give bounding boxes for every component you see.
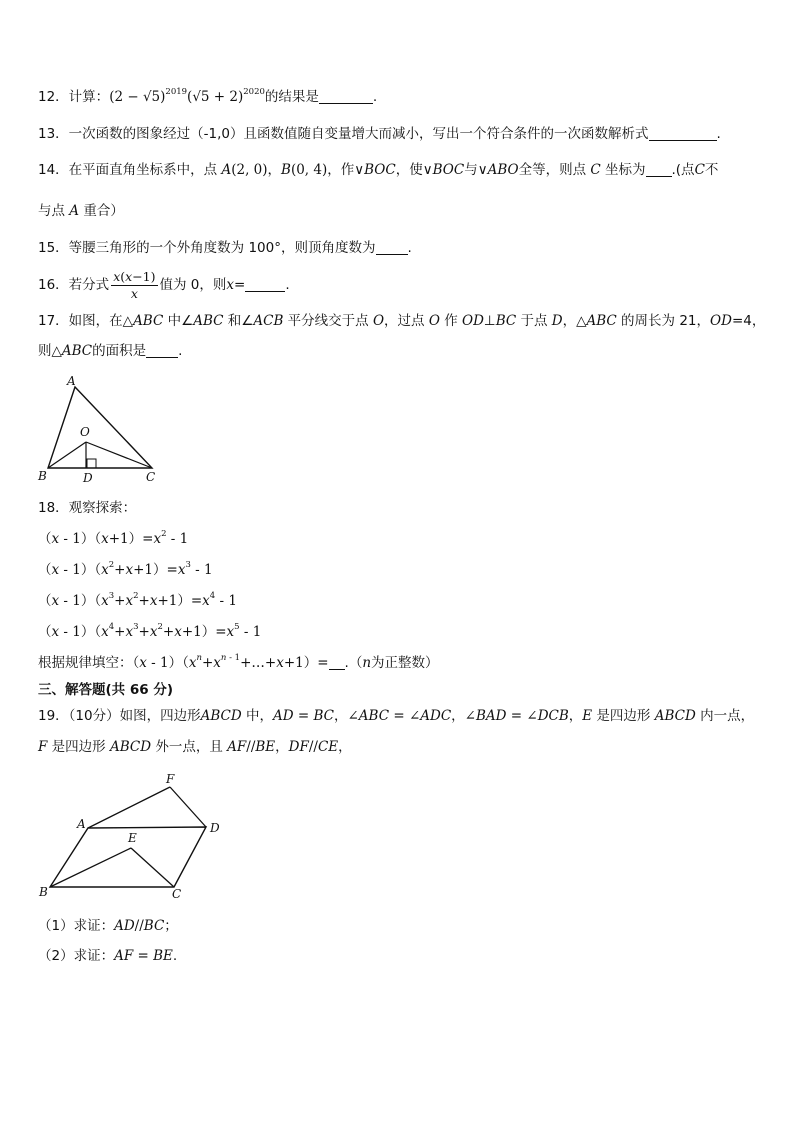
label-C: C (146, 470, 156, 484)
answer-blank[interactable] (649, 126, 717, 141)
formula-4: $(x - 1)(x^4+x^3+x^2+x+1)=x^5 - 1$ (38, 622, 262, 640)
answer-blank[interactable] (329, 655, 345, 670)
label-C: C (172, 887, 182, 900)
question-14-cont: 与点 A 重合） (38, 203, 124, 219)
label-F: F (166, 772, 175, 786)
fraction: $\frac{x(x-1)}{x}$ (113, 268, 156, 301)
q12-label: 12．计算： (38, 89, 110, 105)
answer-blank[interactable] (319, 89, 373, 104)
question-17: 17．如图，在△ABC 中∠ABC 和∠ACB 平分线交于点 O，过点 O 作 OD⊥BC 于点 D，△ABC 的周长为 21，OD=4， (38, 313, 766, 329)
figure-19-quadrilateral (34, 770, 234, 900)
question-18: 18．观察探索： (38, 500, 137, 516)
label-B: B (39, 885, 48, 899)
question-12: 12．计算：$(2 - √5)^{2019}(√5 + 2)^{2020}$的结果是 . (38, 87, 378, 105)
label-B: B (38, 469, 47, 483)
question-19-cont: F 是四边形 ABCD 外一点，且 AF//BE，DF//CE， (38, 739, 352, 755)
question-18-fill: 根据规律填空：$(x - 1)(x^n+x^{n - 1}+\dots+x+1)= .(n$为正整数） (38, 653, 439, 671)
answer-blank[interactable] (646, 162, 672, 177)
question-15: 15．等腰三角形的一个外角度数为 100°，则顶角度数为 . (38, 240, 412, 256)
question-16: 16．若分式 $\frac{x(x-1)}{x}$ 值为 0，则x= . (38, 268, 290, 301)
question-19-part-2: （2）求证：AF = BE. (38, 948, 178, 964)
answer-blank[interactable] (245, 277, 285, 292)
section-title: 三、解答题(共 66 分) (38, 682, 174, 698)
figure-17-triangle (34, 372, 164, 487)
formula-1: $(x - 1)(x+1)=x^2 - 1$ (38, 529, 189, 547)
question-19-part-1: （1）求证：AD//BC； (38, 918, 178, 934)
answer-blank[interactable] (376, 240, 408, 255)
formula-2: $(x - 1)(x^2+x+1)=x^3 - 1$ (38, 560, 213, 578)
label-E: E (128, 831, 137, 845)
answer-blank[interactable] (146, 343, 178, 358)
formula-3: $(x - 1)(x^3+x^2+x+1)=x^4 - 1$ (38, 591, 237, 609)
question-19: 19．（10分）如图，四边形ABCD 中，AD = BC，∠ABC = ∠ADC，∠BAD = ∠DCB，E 是四边形 ABCD 内一点， (38, 708, 755, 724)
label-D: D (210, 821, 220, 835)
question-13: 13．一次函数的图象经过（-1,0）且函数值随自变量增大而减小，写出一个符合条件的一次函数解析式 . (38, 126, 721, 142)
label-D: D (83, 471, 93, 485)
question-14: 14．在平面直角坐标系中，点 A(2, 0)，B(0, 4)，作∨BOC，使∨BOC与∨ABO全等，则点 C 坐标为 .(点C不 (38, 162, 719, 178)
label-O: O (80, 425, 90, 439)
question-17-cont: 则△ABC的面积是 . (38, 343, 183, 359)
label-A: A (77, 817, 86, 831)
label-A: A (67, 374, 76, 388)
